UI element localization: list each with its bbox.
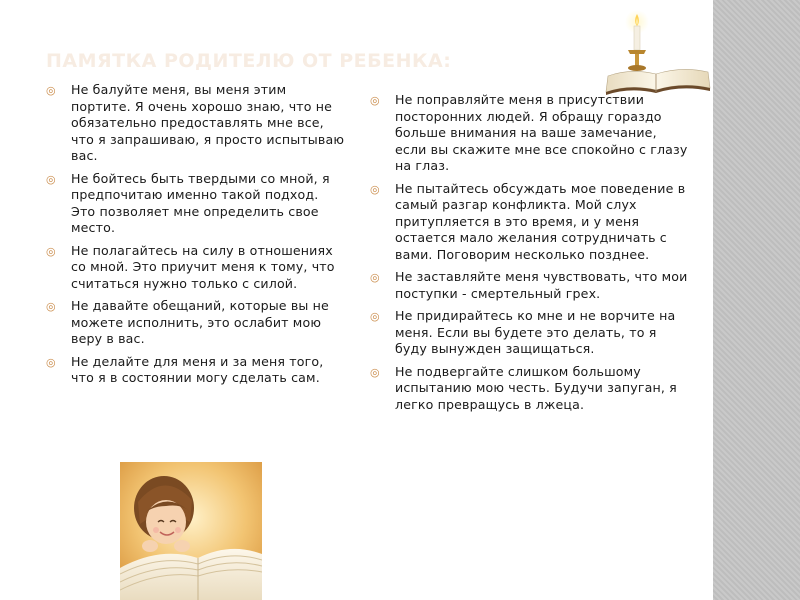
right-list — [370, 92, 690, 419]
list-item-text: Не придирайтесь ко мне и не ворчите на меня. Если вы будете это делать, то я буду вынужден защищаться. — [395, 308, 676, 356]
list-item-text: Не пытайтесь обсуждать мое поведение в самый разгар конфликта. Мой слух притупляется в это время, и у меня остается мало желания сотрудничать с вами. Поговорим несколько позднее. — [395, 180, 686, 262]
list-item-text: Не бойтесь быть твердыми со мной, я предпочитаю именно такой подход. Это позволяет мне определить свое место. — [71, 170, 330, 235]
list-item-text: Не балуйте меня, вы меня этим портите. Я очень хорошо знаю, что не обязательно предоставлять мне все, что я запрашиваю, я просто испытываю вас. — [71, 82, 345, 163]
list-item — [370, 308, 690, 358]
slide-title: ПАМЯТКА РОДИТЕЛЮ ОТ РЕБЕНКА: — [46, 50, 452, 72]
list-item — [370, 181, 690, 264]
list-item — [370, 92, 690, 175]
list-item — [46, 243, 346, 293]
candle-book-icon — [600, 8, 712, 96]
list-item — [46, 82, 346, 165]
bullet-icon: ◎ — [370, 182, 380, 196]
list-item-text: Не полагайтесь на силу в отношениях со мной. Это приучит меня к тому, что считаться нужно только с силой. — [71, 242, 335, 291]
bullet-icon: ◎ — [370, 365, 380, 379]
bullet-icon: ◎ — [46, 84, 56, 97]
list-item — [370, 364, 690, 414]
bullet-icon: ◎ — [370, 94, 380, 107]
child-reading-photo — [120, 462, 262, 600]
bullet-icon: ◎ — [46, 355, 56, 369]
bullet-icon: ◎ — [46, 172, 56, 186]
list-item-text: Не подвергайте слишком большому испытанию мою честь. Будучи запуган, я легко превращусь в лжеца. — [395, 363, 677, 412]
bullet-icon: ◎ — [370, 271, 380, 284]
list-item — [370, 269, 690, 302]
list-item — [46, 171, 346, 237]
bullet-icon: ◎ — [370, 310, 380, 323]
list-item-text: Не давайте обещаний, которые вы не можете исполнить, это ослабит мою веру в вас. — [71, 298, 329, 346]
left-list — [46, 82, 346, 393]
list-item-text: Не заставляйте меня чувствовать, что мои поступки - смертельный грех. — [395, 269, 688, 301]
list-item — [46, 354, 346, 387]
bullet-icon: ◎ — [46, 244, 56, 258]
list-item-text: Не делайте для меня и за меня того, что я в состоянии могу сделать сам. — [71, 353, 324, 385]
list-item — [46, 298, 346, 348]
bullet-icon: ◎ — [46, 300, 56, 313]
list-item-text: Не поправляйте меня в присутствии посторонних людей. Я обращу гораздо больше внимания на ваше замечание, если вы скажите мне все спокойно с глазу на глаз. — [395, 92, 688, 173]
decorative-side-band — [713, 0, 800, 600]
